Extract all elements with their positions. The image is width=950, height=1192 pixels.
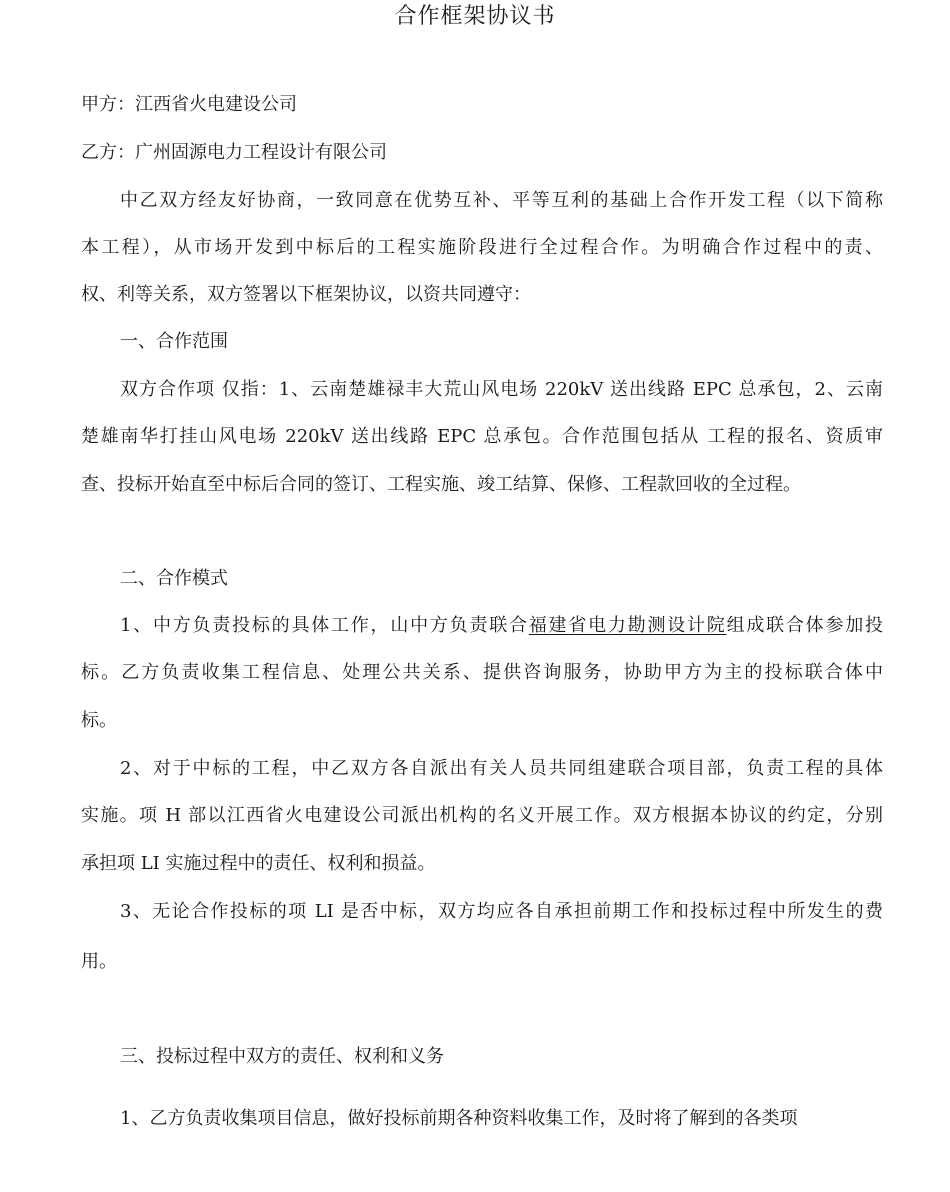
party-a: 甲方：江西省火电建设公司 [81,94,297,115]
section2-item3-line-2: 用。 [81,951,117,972]
section2-item2-line-1: 2、对于中标的工程，中乙双方各自派出有关人员共同组建联合项目部，负责工程的具体 [120,758,883,779]
section1-heading: 一、合作范围 [120,331,228,352]
section3-item1-line-1: 1、乙方负责收集项目信息，做好投标前期各种资料收集工作，及时将了解到的各类项 [120,1108,798,1129]
document-title: 合作框架协议书 [394,4,556,29]
intro-line-1: 中乙双方经友好协商，一致同意在优势互补、平等互利的基础上合作开发工程（以下简称 [120,190,883,211]
intro-line-2: 本工程），从市场开发到中标后的工程实施阶段进行全过程合作。为明确合作过程中的责、 [81,237,883,258]
section2-item3-line-1: 3、无论合作投标的项 LI 是否中标，双方均应各自承担前期工作和投标过程中所发生的费 [120,901,883,922]
partner-institute-name: 福建省电力勘测设计院 [528,615,727,636]
section1-line-1: 双方合作项 仅指：1、云南楚雄禄丰大荒山风电场 220kV 送出线路 EPC 总承包，2、云南 [120,379,883,400]
section2-item2-line-2: 实施。项 H 部以江西省火电建设公司派出机构的名义开展工作。双方根据本协议的约定，分别 [81,805,883,826]
section2-item1-line-3: 标。 [81,710,117,731]
section2-item2-line-3: 承担项 LI 实施过程中的责任、权利和损益。 [81,853,436,874]
section1-line-2: 楚雄南华打挂山风电场 220kV 送出线路 EPC 总承包。合作范围包括从 工程的报名、资质审 [81,426,883,447]
section1-line-3: 查、投标开始直至中标后合同的签订、工程实施、竣工结算、保修、工程款回收的全过程。 [81,474,801,495]
section2-heading: 二、合作模式 [120,568,228,589]
section2-item1-post: 组成联合体参加投 [726,615,884,636]
party-b: 乙方：广州固源电力工程设计有限公司 [81,142,387,163]
section2-item1-line-2: 标。乙方负责收集工程信息、处理公共关系、提供咨询服务，协助甲方为主的投标联合体中 [81,662,883,683]
section2-item1-line-1 [120,614,883,638]
intro-line-3: 权、利等关系，双方签署以下框架协议，以资共同遵守： [81,284,531,305]
section2-item1-pre: 1、中方负责投标的具体工作，山中方负责联合 [120,615,529,636]
section3-heading: 三、投标过程中双方的责任、权利和义务 [120,1046,444,1067]
